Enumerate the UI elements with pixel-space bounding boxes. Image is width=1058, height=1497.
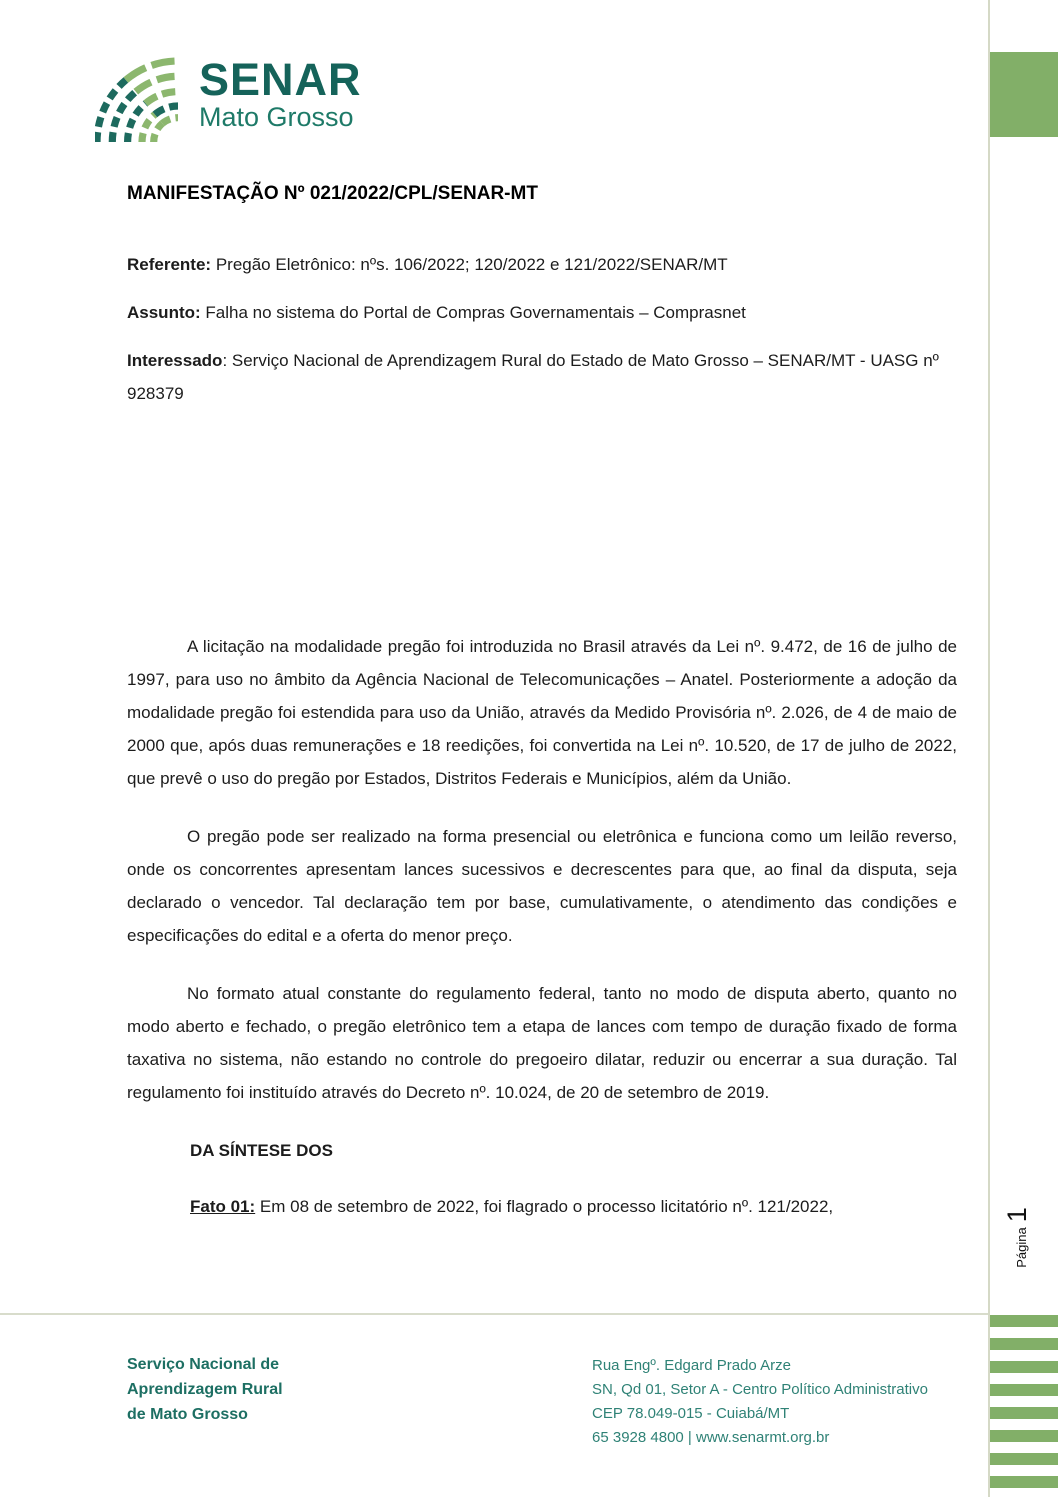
paragraph-3: No formato atual constante do regulamento federal, tanto no modo de disputa aberto, quanto no modo aberto e fechado, o pregão eletrônico tem a etapa de lances com tempo de duração fixado de forma taxativa no sistema, não estando no controle do pregoeiro dilatar, reduzir ou encerrar a sua duração. Tal regulamento foi instituído através do Decreto nº. 10.024, de 20 de setembro de 2019. (127, 984, 957, 1102)
footer-org-line: Aprendizagem Rural (127, 1381, 283, 1398)
meta-assunto (127, 296, 957, 329)
fato-01-label: Fato 01: (190, 1197, 256, 1216)
fato-01-paragraph (127, 1190, 957, 1223)
footer-address-line: CEP 78.049-015 - Cuiabá/MT (592, 1405, 790, 1422)
document-meta (127, 248, 957, 425)
page-indicator-number: 1 (1001, 1207, 1032, 1223)
senar-logo-icon (95, 52, 189, 142)
meta-assunto-label: Assunto: (127, 303, 201, 322)
logo-region: Mato Grosso (199, 102, 354, 132)
logo-brand: SENAR (199, 54, 362, 105)
meta-interessado-value: : Serviço Nacional de Aprendizagem Rural do Estado de Mato Grosso – SENAR/MT - UASG nº 928379 (127, 351, 939, 403)
document-title: MANIFESTAÇÃO Nº 021/2022/CPL/SENAR-MT (127, 182, 538, 204)
page-indicator (992, 1180, 1042, 1295)
paragraph-2: O pregão pode ser realizado na forma presencial ou eletrônica e funciona como um leilão reverso, onde os concorrentes apresentam lances sucessivos e decrescentes para que, ao final da disputa, seja declarado o vencedor. Tal declaração tem por base, cumulativamente, o atendimento das condições e especificações do edital e a oferta do menor preço. (127, 827, 957, 945)
footer-organization (127, 1352, 283, 1427)
meta-interessado-label: Interessado (127, 351, 223, 370)
meta-referente (127, 248, 957, 281)
section-heading: DA SÍNTESE DOS (190, 1141, 333, 1160)
footer-org-line: de Mato Grosso (127, 1406, 248, 1423)
meta-interessado (127, 344, 957, 410)
meta-referente-label: Referente: (127, 255, 212, 274)
bottom-right-stripes (990, 1315, 1058, 1497)
senar-logo (95, 52, 362, 142)
meta-assunto-value: Falha no sistema do Portal de Compras Governamentais – Comprasnet (200, 303, 746, 322)
fato-01-text: Em 08 de setembro de 2022, foi flagrado o processo licitatório nº. 121/2022, (255, 1197, 834, 1216)
logo-text (199, 54, 362, 132)
footer-org-line: Serviço Nacional de (127, 1356, 280, 1373)
meta-referente-value: Pregão Eletrônico: nºs. 106/2022; 120/2022 e 121/2022/SENAR/MT (211, 255, 728, 274)
page-indicator-label: Página (1013, 1227, 1029, 1268)
right-rail-divider (988, 0, 990, 1497)
top-right-accent-block (990, 52, 1058, 137)
footer-address-line: 65 3928 4800 | www.senarmt.org.br (592, 1429, 830, 1446)
footer-address-line: Rua Engº. Edgard Prado Arze (592, 1357, 791, 1374)
footer-address (592, 1354, 928, 1450)
footer-divider (0, 1313, 988, 1315)
footer-address-line: SN, Qd 01, Setor A - Centro Político Administrativo (592, 1381, 928, 1398)
paragraph-1: A licitação na modalidade pregão foi introduzida no Brasil através da Lei nº. 9.472, de 16 de julho de 1997, para uso no âmbito da Agência Nacional de Telecomunicações – Anatel. Posteriormente a adoção da modalidade pregão foi estendida para uso da União, através da Medido Provisória nº. 2.026, de 4 de maio de 2000 que, após duas remunerações e 18 reedições, foi convertida na Lei nº. 10.520, de 17 de julho de 2022, que prevê o uso do pregão por Estados, Distritos Federais e Municípios, além da União. (127, 637, 957, 788)
document-body (127, 630, 957, 1223)
